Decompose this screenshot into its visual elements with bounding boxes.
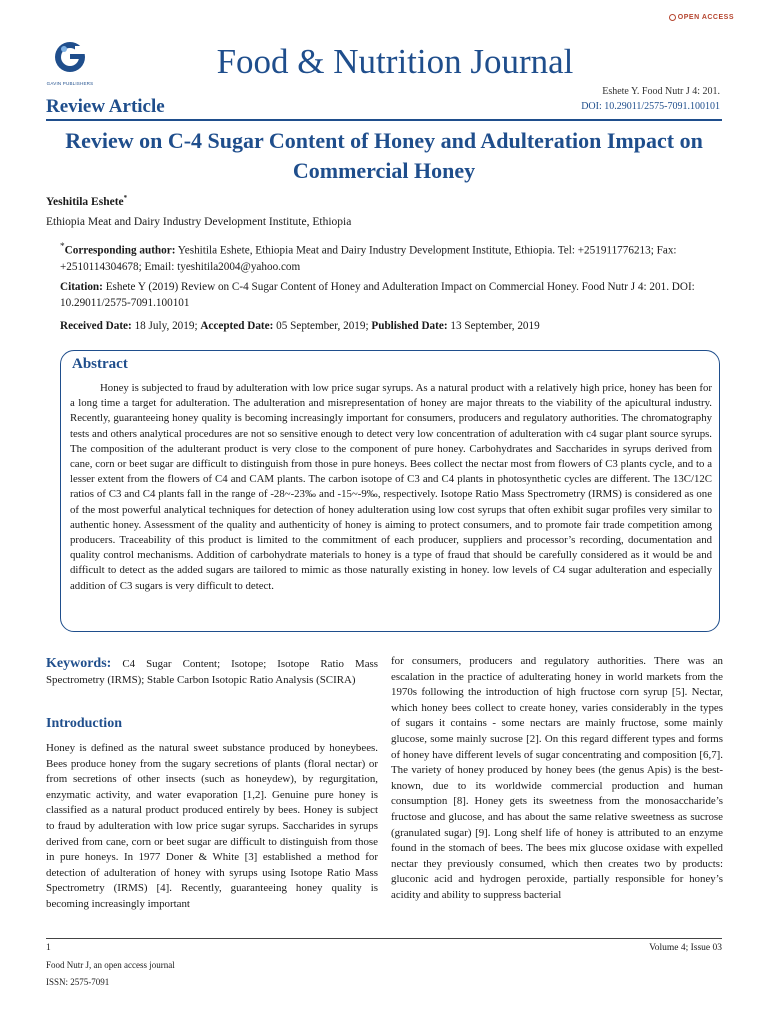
page-number: 1 [46, 943, 51, 953]
keywords-label: Keywords: [46, 656, 112, 671]
author-mark: * [123, 194, 128, 202]
affiliation: Ethiopia Meat and Dairy Industry Development Institute, Ethiopia [46, 216, 352, 228]
author-name-text: Yeshitila Eshete [46, 195, 124, 208]
accepted-label: Accepted Date: [200, 320, 274, 332]
corresp-text: Yeshitila Eshete, Ethiopia Meat and Dairy Industry Development Institute, Ethiopia. Tel: +251911776213; Fax: +2510114304678; Email: tyeshitila2004@yahoo.com [60, 244, 677, 273]
introduction-right-column: for consumers, producers and regulatory authorities. There was an escalation in the practice of adulterating honey in world markets from the 1970s following the introduction of high fructose corn syrup [5]. Nectar, which honey bees collect to create honey, varies considerably in the types of sugars it contains - some nectars are mainly fructose, some mainly glucose, some mainly sucrose [2]. On this regard different types and forms of honey have different levels of sugar concentrating and composition [6,7]. The variety of honey produced by honey bees (the genus Apis) is the best-known, due to its worldwide commercial production and human consumption [8]. Honey gets its sweetness from the monosaccharide’s fructose and glucose, and has about the same relative sweetness as sucrose (granulated sugar) [9]. Long shelf life of honey is attributed to an enzyme found in the stomach of bees. The bees mix glucose oxidase with expelled nectar they previously consumed, which then creates two by products: gluconic acid and hydrogen peroxide, partially responsible for honey’s acidity and ability to suppress bacterial [391, 655, 723, 901]
open-access-badge [669, 14, 734, 21]
footer-volume: Volume 4; Issue 03 [649, 943, 722, 953]
article-title: Review on C-4 Sugar Content of Honey and Adulteration Impact on Commercial Honey [65, 128, 703, 183]
footer-issn: ISSN: 2575-7091 [46, 977, 110, 987]
introduction-heading: Introduction [46, 716, 122, 731]
open-access-label: OPEN ACCESS [677, 14, 734, 21]
doi-link[interactable]: DOI: 10.29011/2575-7091.100101 [581, 101, 720, 112]
corresp-mark: * [60, 242, 65, 252]
corresp-label: Corresponding author: [64, 244, 176, 257]
logo-text: GAVIN PUBLISHERS [46, 81, 94, 86]
accepted-value: 05 September, 2019; [273, 320, 372, 332]
keywords-block [46, 656, 378, 688]
citation-block [60, 279, 724, 311]
article-type: Review Article [46, 96, 165, 117]
published-label: Published Date: [371, 320, 448, 332]
dates-block [60, 318, 724, 334]
publisher-logo [44, 40, 96, 86]
header-divider [46, 119, 722, 121]
citation-label: Citation: [60, 281, 103, 293]
footer-divider [46, 938, 722, 939]
citation-short: Eshete Y. Food Nutr J 4: 201. [602, 86, 720, 97]
introduction-left-column: Honey is defined as the natural sweet substance produced by honeybees. Bees produce honey from the sugary secretions of plants (floral nectar) or from secretions of other insects (such as honeydew), by regurgitation, enzymatic activity, and water evaporation [1,2]. Genuine pure honey is classified as a natural product produced entirely by bees. Honey is subject to fraud by adulteration with low price sugar syrups. Saccharides in syrups derived from cane, corn or beet sugar are difficult to distinguish from those in pure honeys. In 1977 Doner & White [3] established a method for detection of adulteration of honey with syrups using Isotope Ratio Mass Spectrometry (IRMS) [4]. Recently, guaranteeing honey quality is becoming increasingly important [46, 742, 378, 910]
abstract-heading: Abstract [72, 356, 128, 372]
gavin-logo-icon [53, 40, 87, 74]
corresponding-author [60, 239, 724, 275]
abstract-body: Honey is subjected to fraud by adulteration with low price sugar syrups. As a natural product with a relatively high price, honey has been for a long time a target for adulteration. The adulteration and misrepresentation of honey are major threats to the viability of the apicultural industry. Recently, guaranteeing honey quality is becoming increasingly important for consumers, producers and regulatory authorities. The chromatography tests and others analytical procedures are not so sensitive enough to detect very low concentration of adulteration with c4 sugar plant source syrups. The composition of the adulterant product is very close to the component of pure honey. Carbohydrates and Saccharides in syrups derived from cane, corn or beet sugar are difficult to distinguish from those in pure honeys. Bees collect the nectar most from flowers of C3 plants cycle, and to a lesser extent from the flowers of C4 and CAM plants. The carbon isotope of C3 and C4 plants in photosynthetic cycles are different. The 13C/12C ratios of C3 and C4 plants fall in the range of -28~-23‰ and -15~-9‰, respectively. Isotope Ratio Mass Spectrometry (IRMS) is considered as one of the most powerful analytical techniques for detection of honey adulteration using low cost syrups that often exhibit sugar profiles very similar to authentic honey. Assessment of the quality and authenticity of honey is aiming to protect consumers, and to promote fair trade competition among producers. Traceability of this product is limited to the commitment of each producer, suppliers and processor’s recording, documentation and quality control mechanisms. Addition of carbohydrate materials to honey is a type of fraud that should be carefully considered as it would be and difficult to detect as the added sugars are tailored to mimic as those naturally existing in honey. low levels of C4 sugar adulteration and especially addition of C3 sugars is very difficult to detect. [70, 382, 712, 592]
citation-text: Eshete Y (2019) Review on C-4 Sugar Content of Honey and Adulteration Impact on Commercial Honey. Food Nutr J 4: 201. DOI: 10.29011/2575-7091.100101 [60, 281, 695, 309]
received-value: 18 July, 2019; [131, 320, 201, 332]
keywords-text: C4 Sugar Content; Isotope; Isotope Ratio Mass Spectrometry (IRMS); Stable Carbon Isotopic Ratio Analysis (SCIRA) [46, 658, 378, 686]
author-name [46, 194, 127, 208]
abstract-text [70, 381, 712, 594]
published-value: 13 September, 2019 [447, 320, 540, 332]
received-label: Received Date: [60, 320, 132, 332]
journal-title: Food & Nutrition Journal [216, 42, 574, 81]
open-access-lock-icon [669, 14, 676, 21]
footer-journal: Food Nutr J, an open access journal [46, 960, 175, 970]
